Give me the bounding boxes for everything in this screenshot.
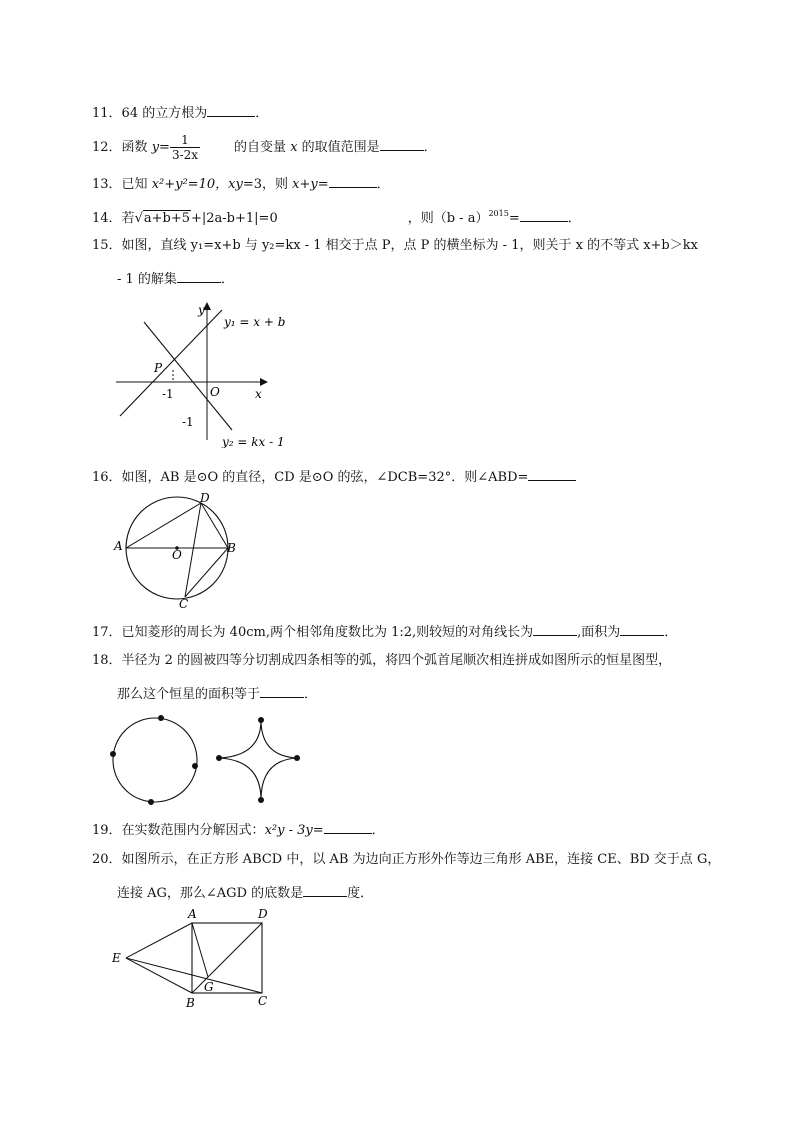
label-b: B (186, 996, 195, 1010)
label-a: A (188, 907, 197, 921)
question-16: 16．如图，AB 是⊙O 的直径，CD 是⊙O 的弦，∠DCB=32°．则∠ABD= (92, 467, 576, 487)
question-20-line1: 20．如图所示，在正方形 ABCD 中，以 AB 为边向正方形外作等边三角形 ABE，连接 CE、BD 交于点 G， (92, 852, 721, 867)
label-c: C (258, 994, 268, 1008)
label-g: G (204, 980, 214, 994)
question-14: 14．若√a+b+5+|2a-b+1|=0 ，则（b - a）$^{2015}$= ． (92, 209, 581, 226)
label-b: B (227, 541, 236, 555)
divided-circle (113, 718, 197, 802)
answer-blank[interactable] (324, 820, 372, 834)
tick-x-label: -1 (162, 387, 174, 401)
point-p-label: P (154, 361, 163, 375)
tick-y-label: -1 (182, 415, 194, 429)
question-15-line1: 15．如图，直线 y₁=x+b 与 y₂=kx - 1 相交于点 P，点 P 的横坐标为 - 1，则关于 x 的不等式 x+b＞kx (92, 238, 698, 253)
answer-blank[interactable] (533, 622, 577, 636)
label-o: O (172, 548, 182, 562)
question-18-line1: 18．半径为 2 的圆被四等分切割成四条相等的弧，将四个弧首尾顺次相连拼成如图所示的恒星图型， (92, 653, 672, 668)
question-19: 19．在实数范围内分解因式：x²y - 3y= ． (92, 820, 385, 840)
line-y2-label: y₂ = kx - 1 (222, 435, 285, 448)
y-axis-label: y (198, 303, 205, 317)
figure-18-circle-and-star (105, 712, 305, 807)
fraction: $\frac{1}{3-2x}$ (171, 133, 199, 162)
line-y2 (144, 322, 232, 430)
question-13: 13．已知 x²+y²=10，xy=3，则 x+y= ． (92, 174, 390, 194)
figure-20-square-triangle (108, 903, 278, 1011)
answer-blank[interactable] (303, 883, 347, 897)
question-17: 17．已知菱形的周长为 40cm,两个相邻角度数比为 1:2,则较短的对角线长为 ,面积为 ． (92, 622, 677, 642)
answer-blank[interactable] (380, 137, 424, 151)
figure-16-circle (110, 488, 250, 614)
label-d: D (200, 491, 210, 505)
question-18-line2: 那么这个恒星的面积等于 ． (117, 684, 317, 704)
x-axis-label: x (255, 387, 262, 401)
label-d: D (258, 907, 268, 921)
answer-blank[interactable] (260, 684, 304, 698)
question-15-line2: - 1 的解集 ． (117, 269, 234, 289)
line-y1-label: y₁ = x + b (224, 315, 286, 329)
figure-15-graph (110, 298, 300, 448)
answer-blank[interactable] (207, 103, 255, 117)
question-11: 11．64 的立方根为 ． (92, 103, 268, 123)
answer-blank[interactable] (520, 208, 568, 222)
label-c: C (179, 597, 189, 611)
star-shape (219, 720, 297, 800)
answer-blank[interactable] (177, 269, 221, 283)
label-a: A (114, 539, 123, 553)
question-20-line2: 连接 AG，那么∠AGD 的底数是 度． (117, 883, 373, 903)
answer-blank[interactable] (528, 467, 576, 481)
answer-blank[interactable] (620, 622, 664, 636)
label-e: E (112, 951, 121, 965)
question-12: 12．函数 y= $\frac{1}{3-2x}$ 的自变量 x 的取值范围是 ． (92, 133, 437, 162)
answer-blank[interactable] (329, 174, 377, 188)
origin-label: O (210, 385, 220, 399)
